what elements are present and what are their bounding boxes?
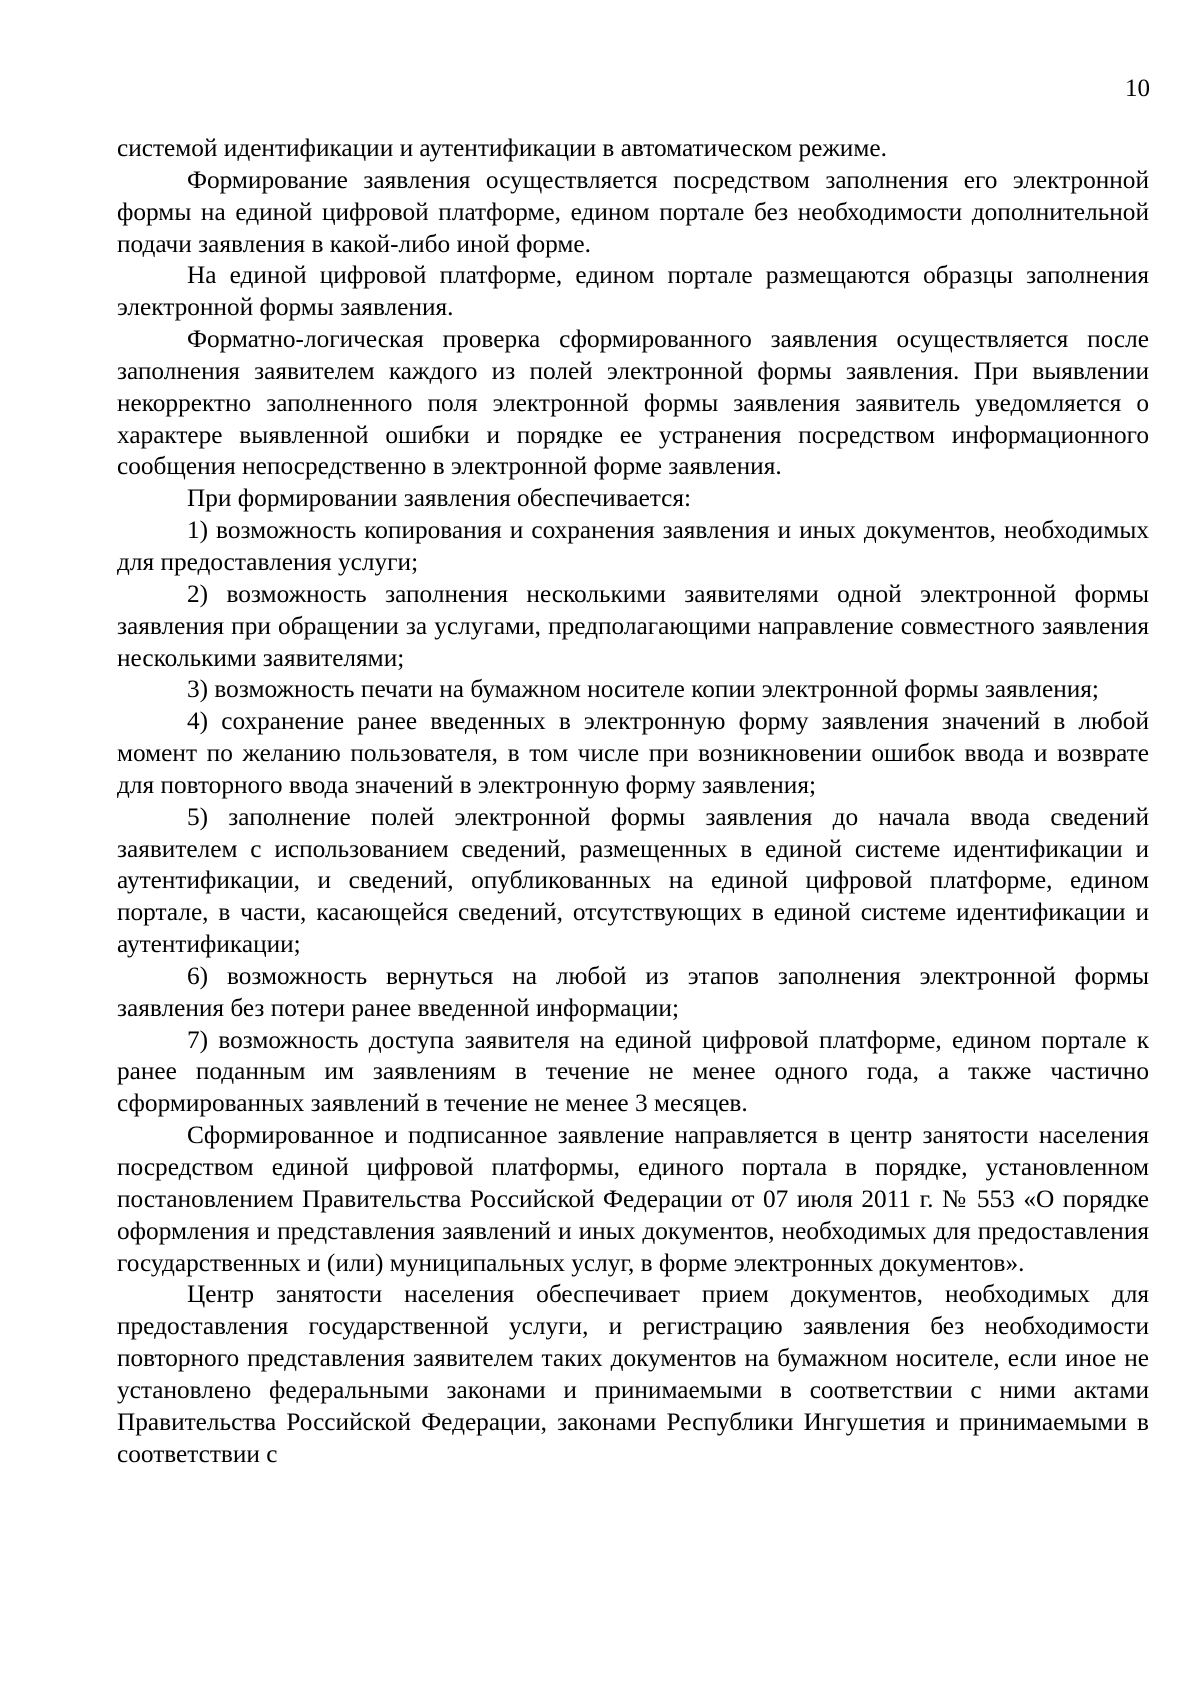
- paragraph-continuation: системой идентификации и аутентификации в автоматическом режиме.: [117, 134, 887, 162]
- paragraph-form-samples: На единой цифровой платформе, едином портале размещаются образцы заполнения электронной формы заявления.: [117, 261, 1149, 322]
- page-number: 10: [1125, 75, 1150, 102]
- paragraph-format-check: Форматно-логическая проверка сформированного заявления осуществляется после заполнения заявителем каждого из полей электронной формы заявления. При выявлении некорректно заполненного поля электронной формы заявления заявитель уведомляется о характере выявленной ошибки и порядке ее устранения посредством информационного сообщения непосредственно в электронной форме заявления.: [117, 325, 1149, 481]
- list-item-4: 4) сохранение ранее введенных в электронную форму заявления значений в любой момент по желанию пользователя, в том числе при возникновении ошибок ввода и возврате для повторного ввода значений в электронную форму заявления;: [117, 707, 1149, 799]
- paragraph-application-forming: Формирование заявления осуществляется посредством заполнения его электронной формы на единой цифровой платформе, едином портале без необходимости дополнительной подачи заявления в какой-либо иной форме.: [117, 165, 1149, 258]
- list-item-6: 6) возможность вернуться на любой из этапов заполнения электронной формы заявления без потери ранее введенной информации;: [117, 961, 1149, 1022]
- paragraph-submission: Сформированное и подписанное заявление направляется в центр занятости населения посредством единой цифровой платформы, единого портала в порядке, установленном постановлением Правительства Российской Федерации от 07 июля 2011 г. № 553 «О порядке оформления и представления заявлений и иных документов, необходимых для предоставления государственных и (или) муниципальных услуг, в форме электронных документов».: [117, 1121, 1149, 1277]
- list-item-7: 7) возможность доступа заявителя на единой цифровой платформе, едином портале к ранее поданным им заявлениям в течение не менее одного года, а также частично сформированных заявлений в течение не менее 3 месяцев.: [117, 1025, 1149, 1118]
- document-body: [117, 133, 1149, 1470]
- paragraph-document-acceptance: Центр занятости населения обеспечивает прием документов, необходимых для предоставления государственной услуги, и регистрацию заявления без необходимости повторного представления заявителем таких документов на бумажном носителе, если иное не установлено федеральными законами и принимаемыми в соответствии с ними актами Правительства Российской Федерации, законами Республики Ингушетия и принимаемыми в соответствии с: [117, 1280, 1149, 1468]
- list-item-5: 5) заполнение полей электронной формы заявления до начала ввода сведений заявителем с использованием сведений, размещенных в единой системе идентификации и аутентификации, и сведений, опубликованных на единой цифровой платформе, едином портале, в части, касающейся сведений, отсутствующих в единой системе идентификации и аутентификации;: [117, 802, 1149, 959]
- list-item-1: 1) возможность копирования и сохранения заявления и иных документов, необходимых для предоставления услуги;: [117, 516, 1149, 576]
- list-item-2: 2) возможность заполнения несколькими заявителями одной электронной формы заявления при обращении за услугами, предполагающими направление совместного заявления несколькими заявителями;: [117, 579, 1149, 672]
- paragraph-provisions-intro: При формировании заявления обеспечивается:: [187, 484, 692, 513]
- list-item-3: 3) возможность печати на бумажном носителе копии электронной формы заявления;: [187, 675, 1099, 704]
